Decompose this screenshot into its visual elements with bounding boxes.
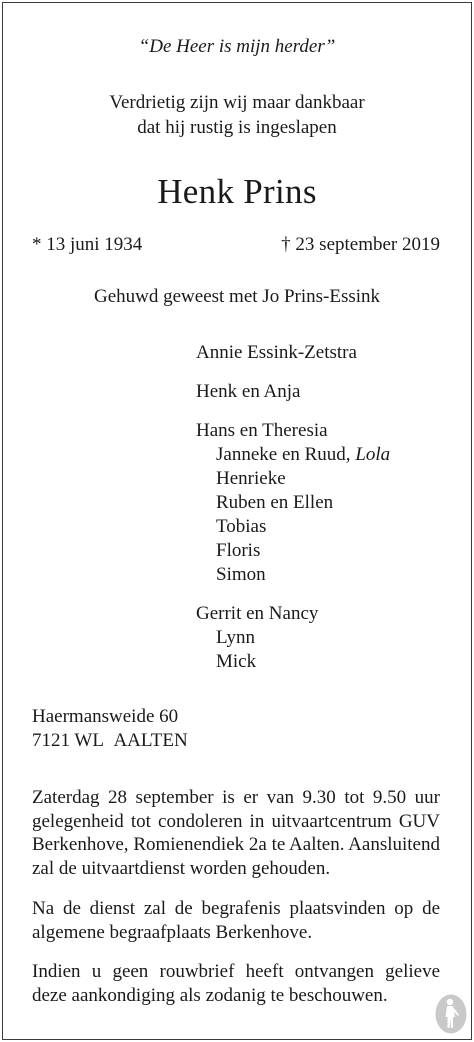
family-member-henk-anja: Henk en Anja: [196, 381, 301, 402]
spouse-line: Gehuwd geweest met Jo Prins-Essink: [93, 286, 381, 307]
family-member-gerrit-nancy: Gerrit en Nancy: [196, 603, 319, 624]
deceased-name: Henk Prins: [157, 172, 317, 211]
grandchild-simon: Simon: [216, 564, 266, 585]
birth-date: * 13 juni 1934: [32, 234, 143, 255]
intro-line-2: dat hij rustig is ingeslapen: [137, 117, 337, 138]
intro-line-1: Verdrietig zijn wij maar dankbaar: [109, 92, 365, 113]
family-member-annie: Annie Essink-Zetstra: [196, 342, 357, 363]
grandchild-mick: Mick: [216, 651, 257, 672]
grandchild-henrieke: Henrieke: [216, 468, 286, 489]
grandchild-ruben-ellen: Ruben en Ellen: [216, 492, 334, 513]
death-date: † 23 september 2019: [281, 234, 440, 255]
great-grandchild-lola: Lola: [355, 444, 391, 465]
family-member-hans-theresia: Hans en Theresia: [196, 420, 328, 441]
condolence-paragraph: Zaterdag 28 september is er van 9.30 tot 9.50 uur gelegenheid tot condoleren in uitvaartcentrum GUV Berkenhove, Romienendiek 2a te Aalten. Aansluitend zal de uitvaartdienst worden gehouden.: [32, 787, 440, 879]
figure-silhouette-icon: [434, 993, 468, 1035]
grandchild-lynn: Lynn: [216, 627, 256, 648]
address-street: Haermansweide 60: [32, 706, 179, 727]
burial-paragraph: Na de dienst zal de begrafenis plaatsvinden op de algemene begraafplaats Berkenhove.: [32, 898, 440, 943]
address-city: 7121 WL AALTEN: [32, 730, 188, 751]
grandchild-floris: Floris: [216, 540, 261, 561]
grandchild-tobias: Tobias: [216, 516, 267, 537]
notice-paragraph: Indien u geen rouwbrief heeft ontvangen gelieve deze aankondiging als zodanig te beschouwen.: [32, 961, 440, 1006]
motto: “De Heer is mijn herder”: [138, 36, 336, 57]
grandchild-janneke-ruud: [216, 444, 390, 466]
grandchild-names: Janneke en Ruud,: [216, 444, 351, 465]
